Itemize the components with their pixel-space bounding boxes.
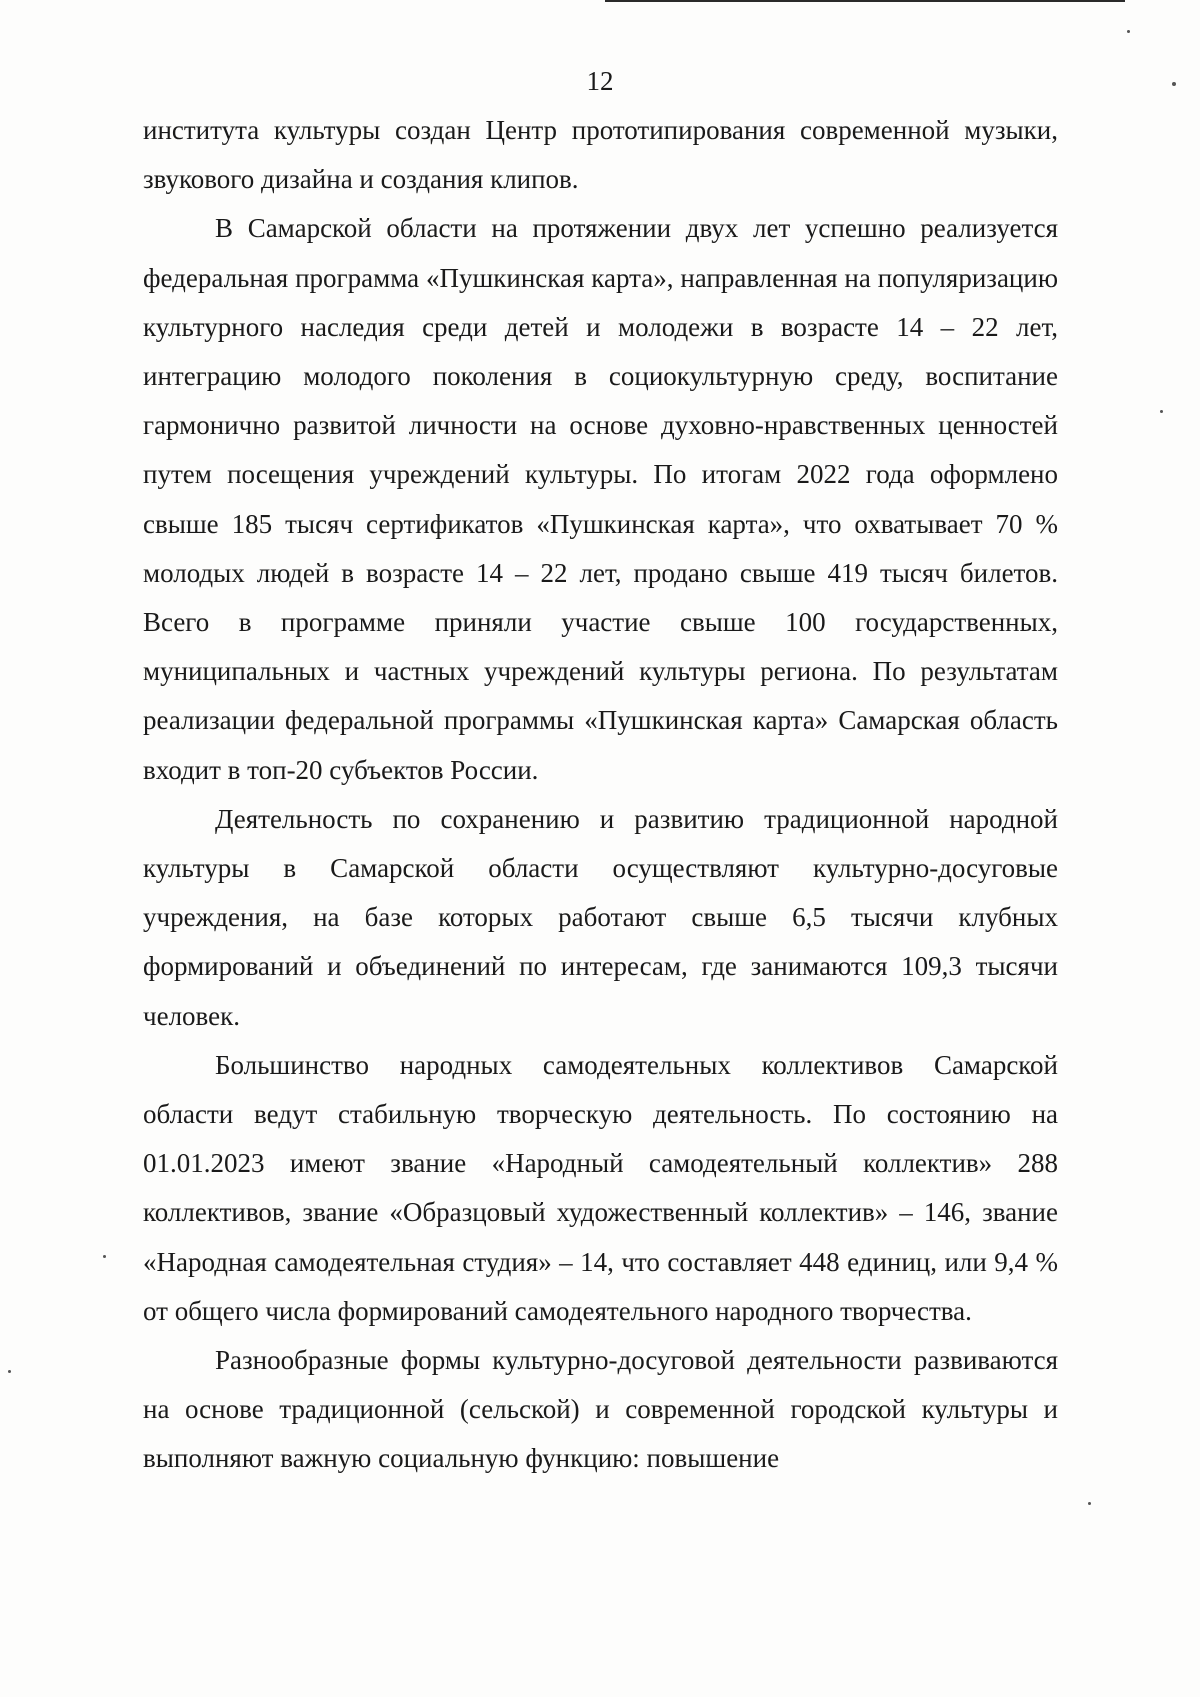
scan-speck bbox=[1127, 30, 1130, 33]
scan-speck bbox=[8, 1370, 11, 1373]
document-body bbox=[143, 106, 1058, 1484]
top-border-line bbox=[605, 0, 1125, 2]
page-number: 12 bbox=[586, 66, 614, 96]
scan-speck bbox=[1172, 82, 1176, 86]
paragraph-leisure-forms: Разнообразные формы культурно-досуговой деятельности развиваются на основе традиционной (сельской) и современной городской культуры и выполняют важную социальную функцию: повышение bbox=[143, 1345, 1058, 1474]
scan-speck bbox=[1160, 410, 1163, 413]
paragraph-amateur-collectives: Большинство народных самодеятельных коллективов Самарской области ведут стабильную творческую деятельность. По состоянию на 01.01.2023 имеют звание «Народный самодеятельный коллектив» 288 коллективов, звание «Образцовый художественный коллектив» – 146, звание «Народная самодеятельная студия» – 14, что составляет 448 единиц, или 9,4 % от общего числа формирований самодеятельного народного творчества. bbox=[143, 1049, 1058, 1326]
paragraph-pushkin-card: В Самарской области на протяжении двух лет успешно реализуется федеральная программа «Пушкинская карта», направленная на популяризацию культурного наследия среди детей и молодежи в возрасте 14 – 22 лет, интеграцию молодого поколения в социокультурную среду, воспитание гармонично развитой личности на основе духовно-нравственных ценностей путем посещения учреждений культуры. По итогам 2022 года оформлено свыше 185 тысяч сертификатов «Пушкинская карта», что охватывает 70 % молодых людей в возрасте 14 – 22 лет, продано свыше 419 тысяч билетов. Всего в программе приняли участие свыше 100 государственных, муниципальных и частных учреждений культуры региона. По результатам реализации федеральной программы «Пушкинская карта» Самарская область входит в топ-20 субъектов России. bbox=[143, 213, 1058, 785]
scan-speck bbox=[1088, 1502, 1091, 1505]
paragraph-folk-culture: Деятельность по сохранению и развитию традиционной народной культуры в Самарской области осуществляют культурно-досуговые учреждения, на базе которых работают свыше 6,5 тысячи клубных формирований и объединений по интересам, где занимаются 109,3 тысячи человек. bbox=[143, 803, 1058, 1031]
paragraph-continuation: института культуры создан Центр прототипирования современной музыки, звукового дизайна и создания клипов. bbox=[143, 115, 1058, 195]
scan-speck bbox=[103, 1255, 106, 1258]
